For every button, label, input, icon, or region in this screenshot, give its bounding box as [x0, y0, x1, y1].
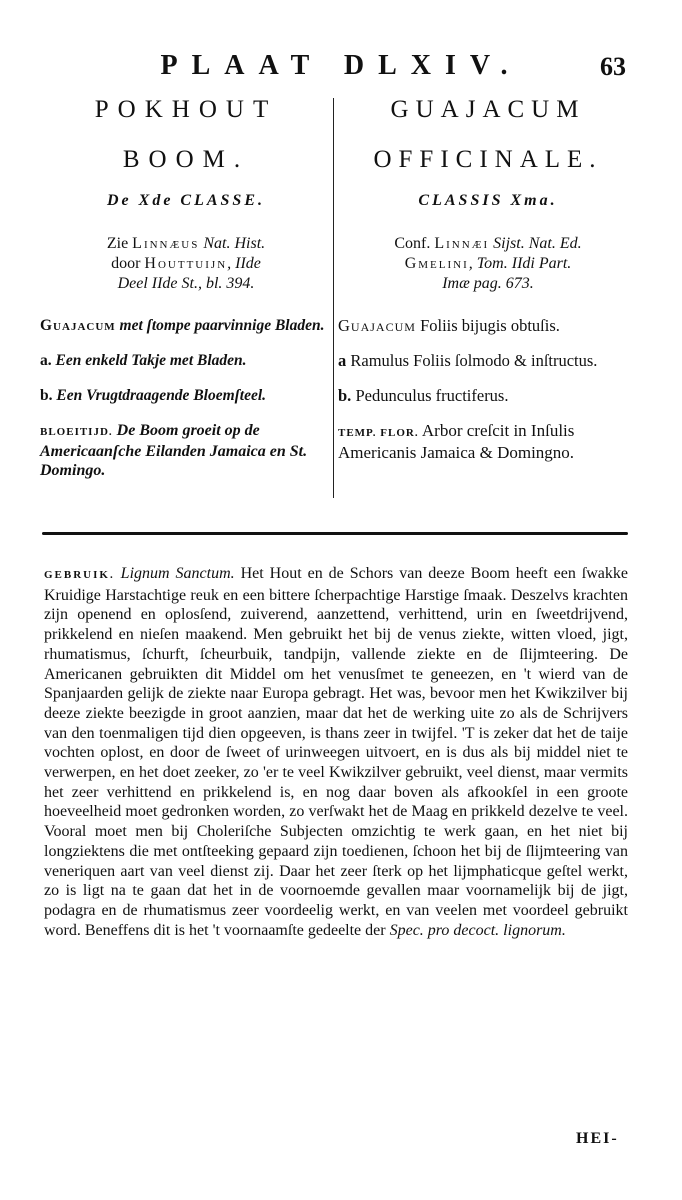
ref-text: , IIde [227, 255, 261, 272]
dutch-figure-list [40, 316, 332, 405]
section-rule [42, 532, 628, 535]
item-letter: a. [40, 352, 52, 369]
ref-author: Linnæus [132, 235, 200, 252]
ref-text: Zie [106, 235, 133, 252]
item-letter: b. [40, 387, 53, 404]
dutch-flowering [40, 421, 332, 480]
dutch-class: De Xde CLASSE. [106, 192, 265, 209]
latin-flowering [338, 421, 638, 462]
latin-title-line1: GUAJACUM [390, 96, 586, 123]
flowering-label: BLOEITIJD. [40, 426, 113, 438]
item-text: Een Vrugtdraagende Bloemſteel. [52, 387, 267, 404]
item-text: Pedunculus fructiferus. [351, 386, 509, 405]
item-letter: a [338, 351, 347, 370]
ref-text: Conf. [394, 235, 435, 252]
ref-text: , Tom. IIdi Part. [468, 255, 572, 272]
dutch-title-line1: POKHOUT [94, 96, 278, 123]
plate-title: PLAAT DLXIV. [160, 50, 522, 81]
latin-reference [338, 234, 638, 294]
genus-name: Guajacum [338, 316, 416, 335]
item-text: Foliis bijugis obtuſis. [415, 316, 560, 335]
flowering-text: De Boom groeit op de Americaanſche Eilanden Jamaica en St. Domingo. [40, 422, 308, 479]
list-item [40, 316, 332, 335]
usage-lead: GEBRUIK. [44, 569, 115, 581]
usage-lead-italic: Lignum Sanctum. [114, 565, 235, 582]
list-item [338, 351, 638, 370]
list-item [338, 386, 638, 405]
usage-paragraph [44, 564, 628, 940]
flowering-label: TEMP. FLOR. [338, 427, 419, 439]
latin-column [338, 92, 638, 462]
dutch-title-line2: BOOM. [122, 146, 250, 173]
list-item [40, 351, 332, 370]
ref-author: Gmelini [404, 255, 469, 272]
dutch-reference [40, 234, 332, 294]
page-number: 63 [600, 52, 626, 81]
ref-text: Sijst. Nat. Ed. [489, 235, 582, 252]
latin-title-line2: OFFICINALE. [373, 146, 603, 173]
ref-text: door [111, 255, 145, 272]
list-item [338, 316, 638, 335]
ref-text: Nat. Hist. [199, 235, 266, 252]
latin-figure-list [338, 316, 638, 405]
item-letter: b. [338, 386, 352, 405]
genus-name: Guajacum [40, 317, 116, 334]
dutch-column [40, 92, 332, 480]
list-item [40, 386, 332, 405]
usage-text-italic: Spec. pro decoct. lignorum. [389, 921, 566, 939]
item-text: Ramulus Foliis ſolmodo & inſtructus. [346, 351, 598, 370]
latin-class: CLASSIS Xma. [418, 192, 558, 209]
catchword: HEI- [576, 1130, 619, 1147]
ref-author: Houttuijn [144, 255, 228, 272]
ref-author: Linnæi [434, 235, 490, 252]
column-divider [333, 98, 334, 498]
item-text: met ſtompe paarvinnige Bladen. [115, 317, 325, 334]
item-text: Een enkeld Takje met Bladen. [51, 352, 247, 369]
usage-text: Het Hout en de Schors van deeze Boom heeft een ſwakke Kruidige Harstachtige reuk en een bittere ſcherpachtige Harstige ſmaak. Deszelvs krachten zijn openend en oplosſend, zuiverend, aanzettend, verhittend, urin en ſweetdrijvend, prikkelend en nieſen maakend. Men gebruikt het bij de venus ziekte, witten vloed, jigt, rhumatismus, ſchurft, ſcheurbuik, tandpijn, vallende ziekte en de ſlijmteering. De Americanen gebruikten dit Middel om het venusſmet te geneezen, en 't wierd van de Spanjaarden gelijk de ziekte naar Europa gebragt. Het was, bevoor men het Kwikzilver bij deeze ziekte beezigde in groot aanzien, maar dat het de werking uite zo als de Schrijvers van den toenmaligen tijd dien opgeeven, is thans zeer in twijfel. 'T is zeker dat het de taije vochten oplost, en door de ſweet of urinweegen uitvoert, en is dus als bij middel niet te verwerpen, en het doet zeeker, zo 'er te veel Kwikzilver gebruikt, veel dienst, maar vermits het zeer verhittend en prikkelend is, en nog daar boven als afkookſel in een groote hoeveelheid moet gedronken worden, zo verſwakt het de Maag en prikkeld dezelve te veel. Vooral moet men bij Choleriſche Subjecten omzichtig te werk gaan, en het niet bij longziektens die met ontſteeking gepaard zijn toedienen, ſchoon het bij de ſlijmteering van veneriquen aart van veel dienst zij. Daar het zeer ſterk op het lijmphaticque geſtel werkt, zo is ligt na te gaan dat het in de voornoemde gevallen maar voornamelijk bij de jigt, podagra en de rhumatismus zeer voordeelig werkt, en van veelen met voordeel gebruikt word. Beneffens dit is het 't voornaamſte gedeelte der [44, 565, 629, 939]
ref-text: Deel IIde St., bl. 394. [117, 275, 255, 292]
flowering-text: Arbor creſcit in Inſulis Americanis Jamaica & Domingno. [338, 421, 575, 462]
ref-text: Imæ pag. 673. [442, 275, 534, 292]
